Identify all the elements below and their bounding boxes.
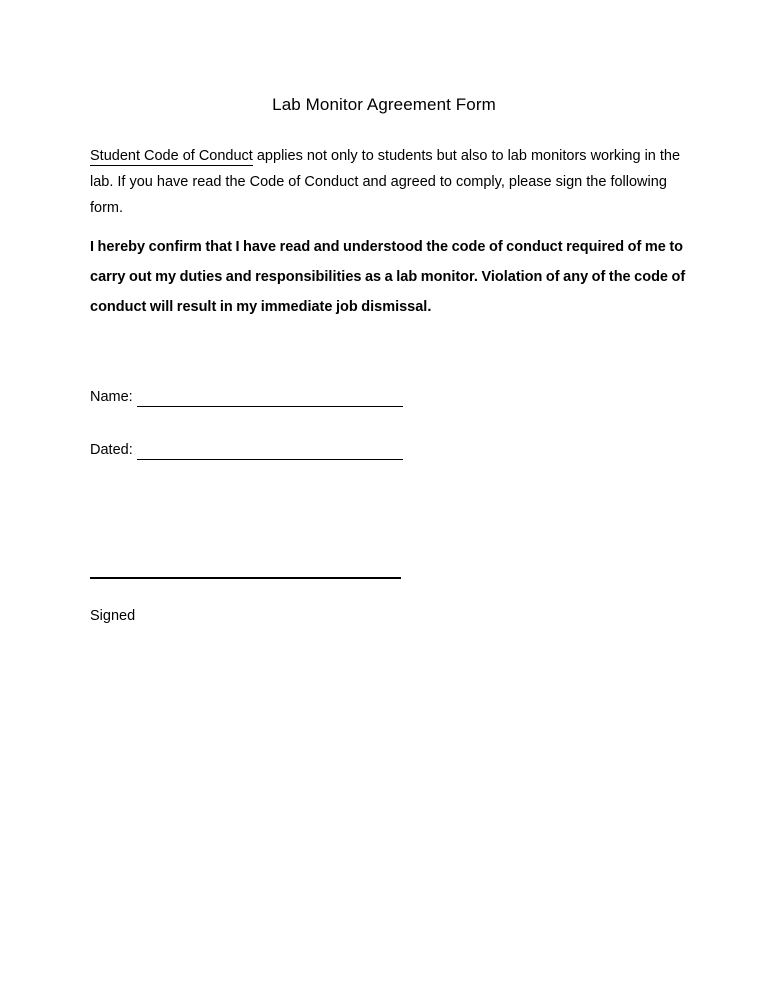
page-title: Lab Monitor Agreement Form xyxy=(272,95,496,114)
name-blank-line[interactable] xyxy=(137,390,403,407)
signed-label: Signed xyxy=(90,608,136,624)
confirmation-statement: I hereby confirm that I have read and understood the code of conduct required of me to carry out my duties and responsibilities as a lab monitor. Violation of any of the code of conduct will result in my immediate job dismissal. xyxy=(90,239,686,315)
intro-paragraph xyxy=(90,143,690,221)
dated-blank-line[interactable] xyxy=(137,443,403,460)
dated-field xyxy=(90,440,403,460)
dated-label: Dated: xyxy=(90,442,133,458)
code-of-conduct-link[interactable]: Student Code of Conduct xyxy=(90,148,253,164)
intro-text: applies not only to students but also to lab monitors working in the lab. If you have read the Code of Conduct and agreed to comply, please sign the following form. xyxy=(90,148,681,216)
name-field xyxy=(90,387,403,407)
name-label: Name: xyxy=(90,389,133,405)
signature-line[interactable] xyxy=(90,577,401,579)
